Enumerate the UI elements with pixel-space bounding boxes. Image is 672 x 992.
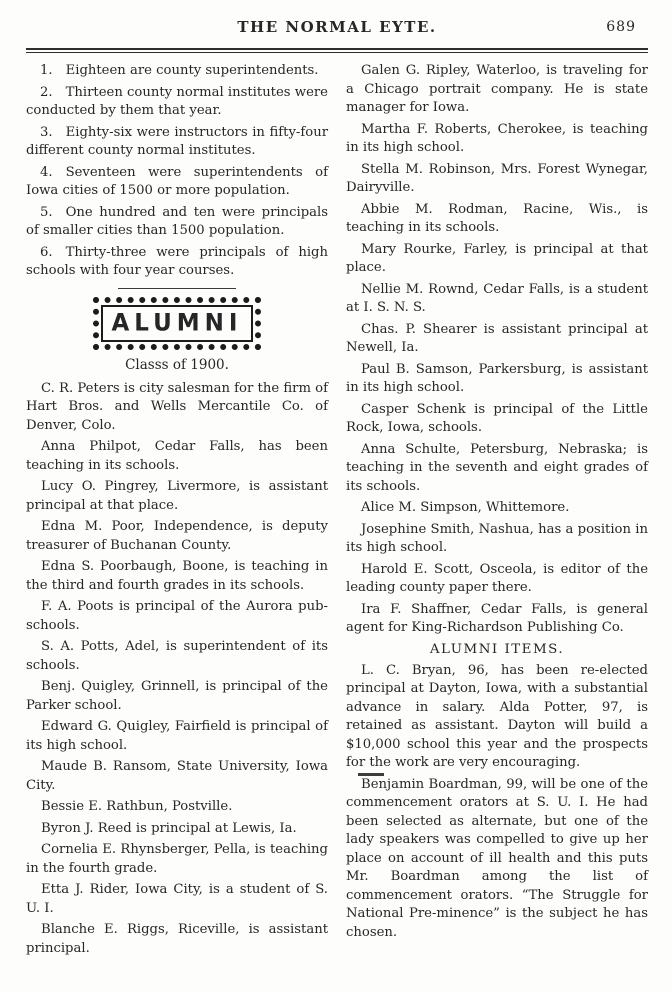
two-column-body xyxy=(26,62,648,961)
list-text: Eighteen are county superintendents. xyxy=(65,63,319,78)
alumni-entry: Harold E. Scott, Osceola, is editor of the leading county paper there. xyxy=(346,561,648,595)
alumni-entry: Mary Rourke, Farley, is principal at that place. xyxy=(346,241,648,275)
alumni-entry: Etta J. Rider, Iowa City, is a student of S. U. I. xyxy=(26,882,328,916)
alumni-items-paragraph: L. C. Bryan, 96, has been re-elected principal at Dayton, Iowa, with a substantial advance in salary. Alda Potter, 97, is retained as assistant. Dayton will build a $10,000 school this year and the prospects for the work are very encouraging. xyxy=(346,662,648,770)
list-text: Seventeen were superintendents of Iowa cities of 1500 or more population. xyxy=(26,164,328,198)
publication-title: THE NORMAL EYTE. xyxy=(237,18,437,36)
alumni-items-heading: ALUMNI ITEMS. xyxy=(429,641,565,657)
alumni-entry: F. A. Poots is principal of the Aurora pub-schools. xyxy=(26,599,328,633)
alumni-items-paragraph: Benjamin Boardman, 99, will be one of the commencement orators at S. U. I. He had been selected as alternate, but one of the lady speakers was compelled to give up her place on account of ill health and this puts Mr. Boardman among the list of commencement orators. “The Struggle for National Pre-minence” is the subject he has chosen. xyxy=(346,776,648,940)
page-number: 689 xyxy=(606,19,636,35)
alumni-entry: Josephine Smith, Nashua, has a position in its high school. xyxy=(346,521,648,555)
alumni-entry: Martha F. Roberts, Cherokee, is teaching in its high school. xyxy=(346,121,648,155)
alumni-entry: Alice M. Simpson, Whittemore. xyxy=(361,500,570,515)
alumni-entry: Abbie M. Rodman, Racine, Wis., is teaching in its schools. xyxy=(346,201,648,235)
alumni-entry: Edward G. Quigley, Fairfield is principal of its high school. xyxy=(26,719,328,753)
alumni-entry: Casper Schenk is principal of the Little Rock, Iowa, schools. xyxy=(346,401,648,435)
list-item xyxy=(26,84,328,121)
left-column xyxy=(26,62,328,961)
alumni-entry: Byron J. Reed is principal at Lewis, Ia. xyxy=(41,820,297,836)
alumni-entry: Stella M. Robinson, Mrs. Forest Wynegar, Dairyville. xyxy=(346,161,648,195)
list-text: Thirty-three were principals of high schools with four year courses. xyxy=(26,244,328,278)
list-number: 2. xyxy=(40,84,53,100)
section-separator-rule xyxy=(118,288,236,289)
alumni-entry: Edna S. Poorbaugh, Boone, is teaching in the third and fourth grades in its schools. xyxy=(26,559,328,593)
right-column xyxy=(346,62,648,961)
list-text: One hundred and ten were principals of smaller cities than 1500 population. xyxy=(26,204,328,238)
class-of-1900-heading: Classs of 1900. xyxy=(125,356,229,373)
list-item xyxy=(26,62,328,81)
alumni-entry: Chas. P. Shearer is assistant principal at Newell, Ia. xyxy=(346,321,648,355)
alumni-entry: Blanche E. Riggs, Riceville, is assistant principal. xyxy=(26,922,328,956)
list-item xyxy=(26,164,328,201)
alumni-entry: Edna M. Poor, Independence, is deputy treasurer of Buchanan County. xyxy=(26,519,328,553)
alumni-entry: Benj. Quigley, Grinnell, is principal of the Parker school. xyxy=(26,679,328,713)
masthead xyxy=(26,12,648,42)
alumni-banner-title: ALUMNI xyxy=(111,308,243,337)
alumni-entry: C. R. Peters is city salesman for the firm of Hart Bros. and Wells Mercantile Co. of Denver, Colo. xyxy=(26,380,328,433)
alumni-banner-box xyxy=(93,297,261,350)
ink-smudge-artifact xyxy=(358,773,384,776)
alumni-entry: Ira F. Shaffner, Cedar Falls, is general agent for King-Richardson Publishing Co. xyxy=(346,601,648,635)
alumni-entry: Anna Schulte, Petersburg, Nebraska; is teaching in the seventh and eight grades of its schools. xyxy=(346,441,648,494)
header-double-rule xyxy=(26,48,648,53)
list-number: 3. xyxy=(40,124,53,140)
alumni-entry: Galen G. Ripley, Waterloo, is traveling for a Chicago portrait company. He is state manager for Iowa. xyxy=(346,63,648,115)
list-number: 1. xyxy=(40,63,53,78)
list-number: 6. xyxy=(40,244,53,260)
alumni-entry: Lucy O. Pingrey, Livermore, is assistant principal at that place. xyxy=(26,479,328,513)
alumni-entry: S. A. Potts, Adel, is superintendent of its schools. xyxy=(26,639,328,673)
alumni-banner-inner-frame xyxy=(101,305,253,342)
alumni-entry: Anna Philpot, Cedar Falls, has been teaching in its schools. xyxy=(26,439,328,473)
list-number: 4. xyxy=(40,164,53,180)
list-text: Eighty-six were instructors in fifty-four different county normal institutes. xyxy=(26,124,328,158)
list-text: Thirteen county normal institutes were conducted by them that year. xyxy=(26,84,328,118)
alumni-entry: Nellie M. Rownd, Cedar Falls, is a student at I. S. N. S. xyxy=(346,281,648,315)
alumni-entry: Paul B. Samson, Parkersburg, is assistant in its high school. xyxy=(346,361,648,395)
list-item xyxy=(26,204,328,241)
alumni-entry: Cornelia E. Rhynsberger, Pella, is teaching in the fourth grade. xyxy=(26,842,328,876)
alumni-entry: Maude B. Ransom, State University, Iowa City. xyxy=(26,759,328,793)
list-item xyxy=(26,244,328,281)
alumni-entry: Bessie E. Rathbun, Postville. xyxy=(41,799,233,814)
list-item xyxy=(26,124,328,161)
alumni-items-paragraph-wrap xyxy=(346,776,648,943)
list-number: 5. xyxy=(40,204,53,220)
